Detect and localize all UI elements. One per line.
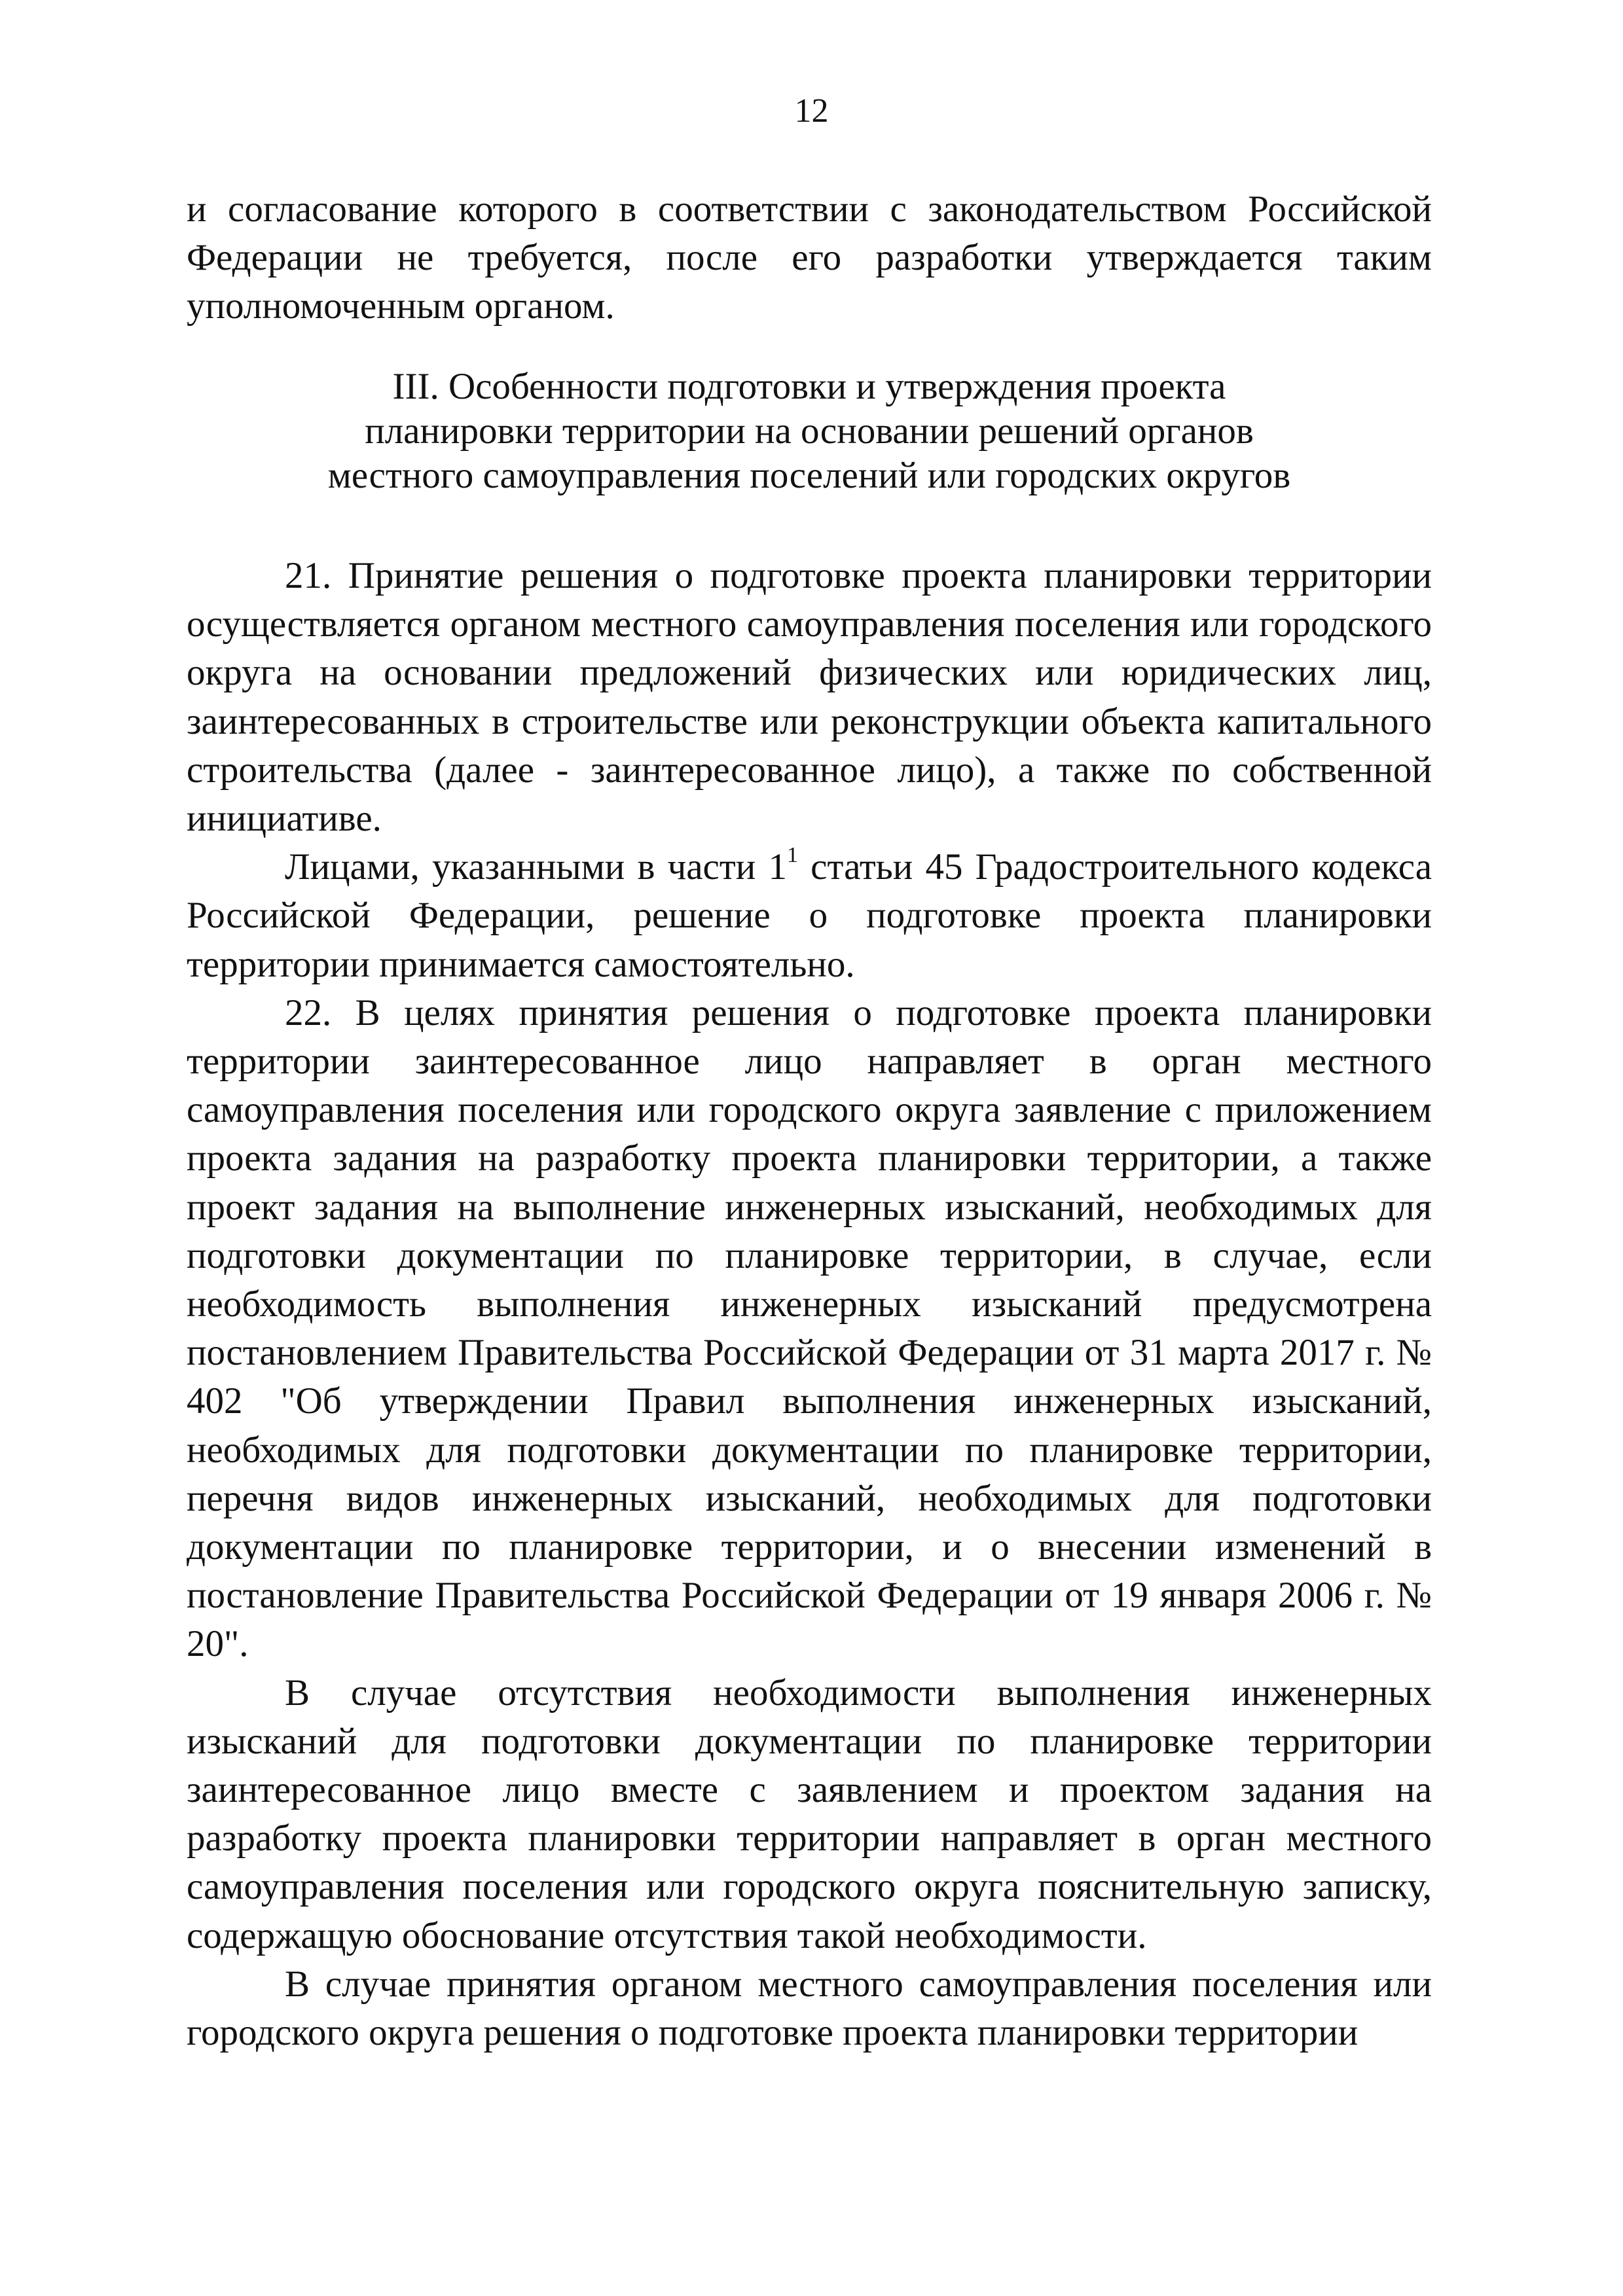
page-number: 12 (794, 92, 829, 130)
heading-line-2: планировки территории на основании решений органов (365, 410, 1254, 452)
paragraph-22-decision: В случае принятия органом местного самоуправления поселения или городского округа решения о подготовке проекта планировки территории (187, 1963, 1432, 2054)
paragraph-21-persons-end: статьи 45 Градостроительного кодекса Российской Федерации, решение о подготовке проекта планировки территории принимается самостоятельно. (187, 846, 1432, 985)
paragraph-21: 21. Принятие решения о подготовке проекта планировки территории осуществляется органом местного самоуправления поселения или городского округа на основании предложений физических или юридических лиц, заинтересованных в строительстве или реконструкции объекта капитального строительства (далее - заинтересованное лицо), а также по собственной инициативе. (187, 555, 1432, 840)
intro-block (187, 185, 1432, 331)
paragraph-22-no-surveys: В случае отсутствия необходимости выполнения инженерных изысканий для подготовки документации по планировке территории заинтересованное лицо вместе с заявлением и проектом задания на разработку проекта планировки территории направляет в орган местного самоуправления поселения или городского округа пояснительную записку, содержащую обоснование отсутствия такой необходимости. (187, 1672, 1432, 1956)
heading-line-1: III. Особенности подготовки и утверждения проекта (392, 366, 1226, 407)
heading-line-3: местного самоуправления поселений или городских округов (327, 455, 1291, 496)
main-text (187, 552, 1432, 2057)
paragraph-21-persons-start: Лицами, указанными в части 1 (285, 846, 787, 888)
intro-paragraph: и согласование которого в соответствии с законодательством Российской Федерации не требуется, после его разработки утверждается таким уполномоченным органом. (187, 188, 1432, 327)
paragraph-21-persons (187, 843, 1432, 989)
superscript-1: 1 (786, 843, 798, 868)
paragraph-22: 22. В целях принятия решения о подготовке проекта планировки территории заинтересованное лицо направляет в орган местного самоуправления поселения или городского округа заявление с приложением проекта задания на разработку проекта планировки территории, а также проект задания на выполнение инженерных изысканий, необходимых для подготовки документации по планировке территории, в случае, если необходимость выполнения инженерных изысканий предусмотрена постановлением Правительства Российской Федерации от 31 марта 2017 г. № 402 "Об утверждении Правил выполнения инженерных изысканий, необходимых для подготовки документации по планировке территории, перечня видов инженерных изысканий, необходимых для подготовки документации по планировке территории, и о внесении изменений в постановление Правительства Российской Федерации от 19 января 2006 г. № 20". (187, 992, 1432, 1665)
section-heading (187, 365, 1432, 498)
